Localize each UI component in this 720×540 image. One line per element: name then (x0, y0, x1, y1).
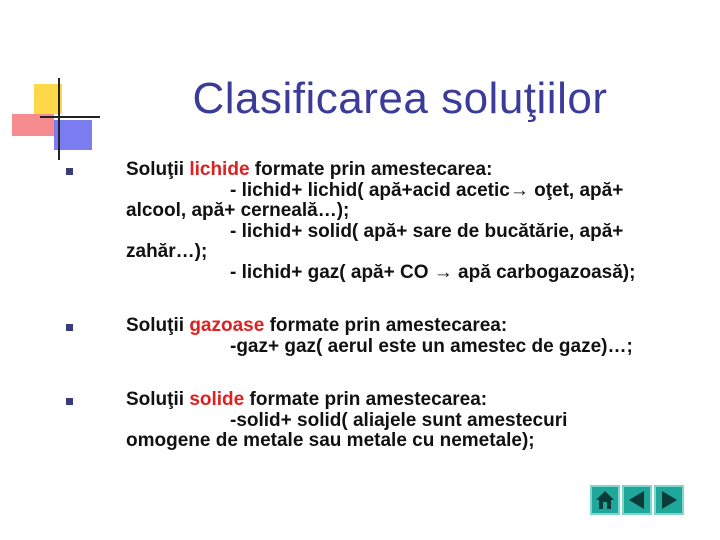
heading-prefix: Soluţii (126, 389, 190, 410)
heading-rest: formate prin amestecarea: (249, 159, 493, 180)
triangle-right-icon (658, 489, 680, 511)
bullet-line: alcool, apă+ cerneală…); (126, 200, 350, 221)
heading-highlight: solide (189, 389, 245, 410)
slide-title: Clasificarea soluţiilor (192, 74, 608, 123)
home-icon (594, 489, 616, 511)
bullet-square-icon (66, 324, 73, 331)
previous-button[interactable] (622, 485, 652, 515)
bullet-line: -gaz+ gaz( aerul este un amestec de gaze)…; (230, 335, 633, 357)
heading-highlight: lichide (189, 159, 250, 180)
triangle-left-icon (626, 489, 648, 511)
heading-rest: formate prin amestecarea: (244, 389, 488, 410)
heading-prefix: Soluţii (126, 315, 190, 336)
bullet-list (80, 160, 700, 485)
bullet-item-lichide (80, 160, 700, 283)
home-button[interactable] (590, 485, 620, 515)
bullet-line: -solid+ solid( aliajele sunt amestecuri (230, 409, 568, 431)
navigation-buttons (590, 485, 684, 515)
bullet-item-gazoase (80, 316, 700, 357)
bullet-square-icon (66, 168, 73, 175)
bullet-heading (80, 390, 700, 411)
bullet-square-icon (66, 398, 73, 405)
bullet-item-solide (80, 390, 700, 452)
heading-highlight: gazoase (189, 315, 265, 336)
bullet-line: omogene de metale sau metale cu nemetale); (126, 430, 535, 451)
bullet-line: - lichid+ lichid( apă+acid acetic→ oţet, apă+ (230, 179, 624, 201)
heading-prefix: Soluţii (126, 159, 190, 180)
bullet-heading (80, 316, 700, 337)
bullet-line: - lichid+ gaz( apă+ CO → apă carbogazoasă); (230, 261, 636, 283)
bullet-line: - lichid+ solid( apă+ sare de bucătărie, apă+ (230, 220, 624, 242)
bullet-line: zahăr…); (126, 241, 208, 262)
heading-rest: formate prin amestecarea: (264, 315, 508, 336)
bullet-heading (80, 160, 700, 181)
next-button[interactable] (654, 485, 684, 515)
